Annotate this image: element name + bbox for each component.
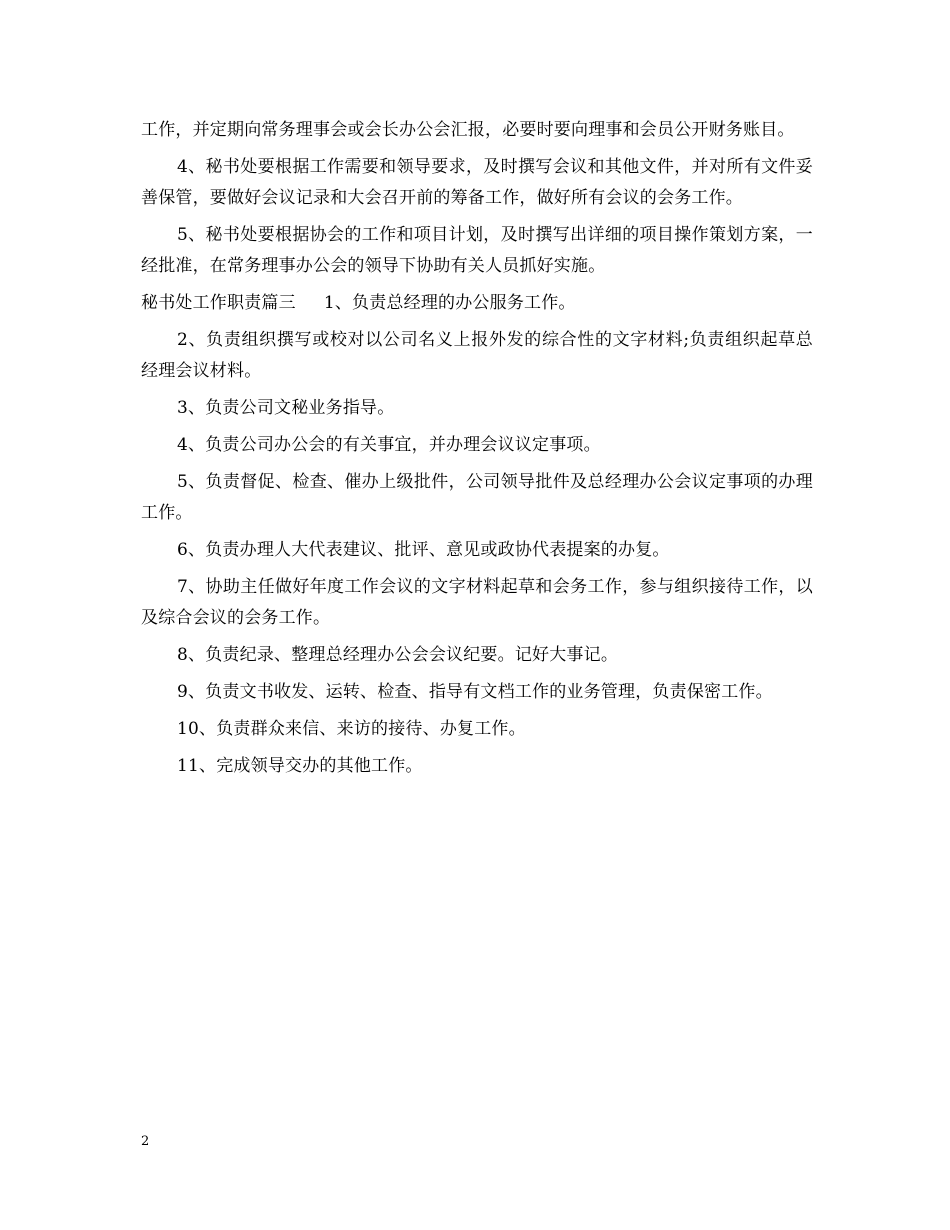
- paragraph-item-5: 5、秘书处要根据协会的工作和项目计划，及时撰写出详细的项目操作策划方案，一经批准，在常务理事办公会的领导下协助有关人员抓好实施。: [141, 225, 813, 276]
- list-item: 4、负责公司办公会的有关事宜，并办理会议议定事项。: [177, 435, 601, 455]
- list-item: 11、完成领导交办的其他工作。: [177, 756, 423, 776]
- list-item: 10、负责群众来信、来访的接待、办复工作。: [177, 719, 526, 739]
- list-item: 2、负责组织撰写或校对以公司名义上报外发的综合性的文字材料;负责组织起草总经理会议材料。: [141, 330, 813, 381]
- paragraph-item-4: 4、秘书处要根据工作需要和领导要求，及时撰写会议和其他文件，并对所有文件妥善保管，要做好会议记录和大会召开前的筹备工作，做好所有会议的会务工作。: [141, 157, 813, 208]
- list-item: 9、负责文书收发、运转、检查、指导有文档工作的业务管理，负责保密工作。: [177, 682, 773, 702]
- list-item: 3、负责公司文秘业务指导。: [177, 398, 395, 418]
- list-item: 8、负责纪录、整理总经理办公会会议纪要。记好大事记。: [177, 645, 619, 665]
- list-item: 6、负责办理人大代表建议、批评、意见或政协代表提案的办复。: [177, 540, 670, 560]
- section-heading-line: [141, 288, 813, 319]
- list-item: 5、负责督促、检查、催办上级批件，公司领导批件及总经理办公会议定事项的办理工作。: [141, 472, 813, 523]
- list-item: 7、协助主任做好年度工作会议的文字材料起草和会务工作，参与组织接待工作，以及综合会议的会务工作。: [141, 577, 813, 628]
- section-first-item: 1、负责总经理的办公服务工作。: [323, 293, 576, 313]
- section-heading: 秘书处工作职责篇三: [141, 293, 296, 313]
- page-number: 2: [141, 1134, 150, 1149]
- document-body: [141, 115, 813, 788]
- paragraph-continuation: 工作，并定期向常务理事会或会长办公会汇报，必要时要向理事和会员公开财务账目。: [141, 120, 795, 140]
